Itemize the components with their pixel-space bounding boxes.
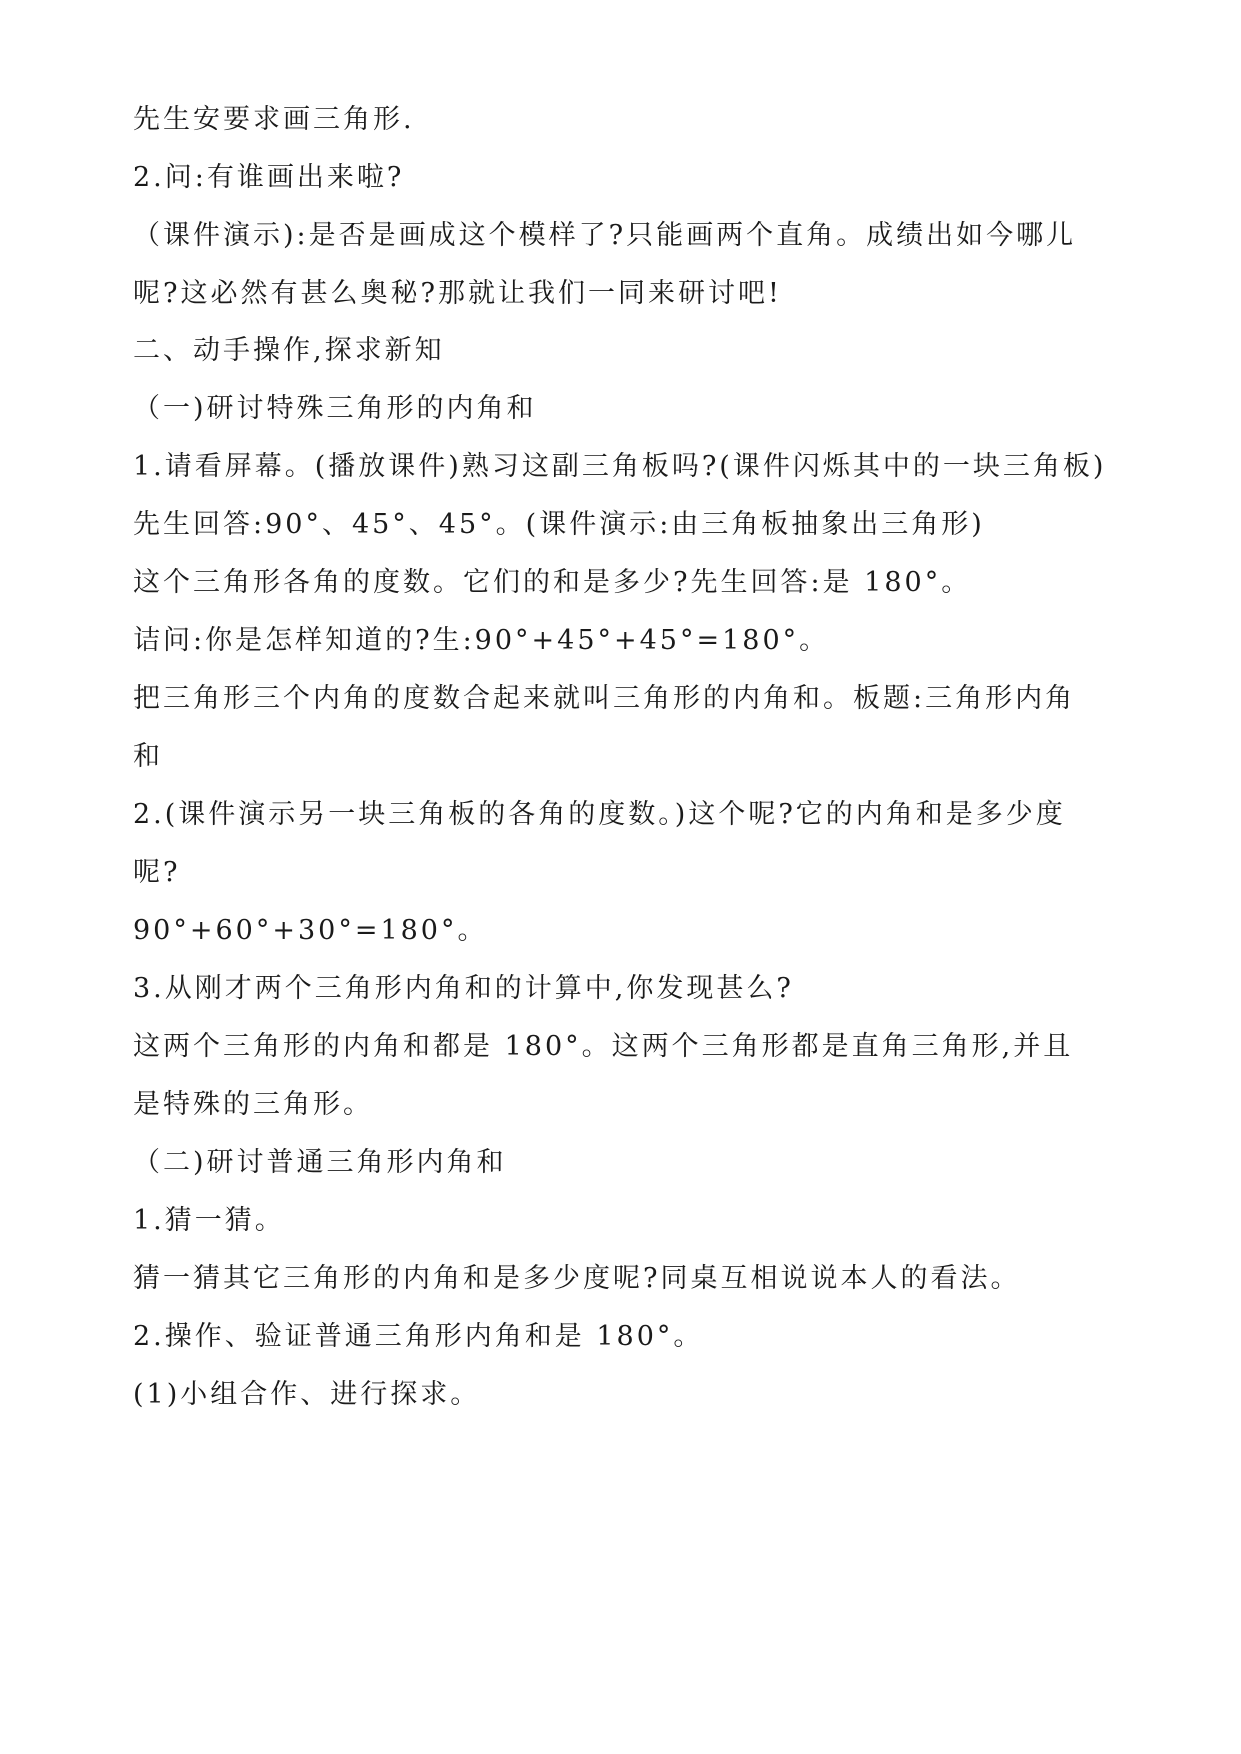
- text-line: 这个三角形各角的度数。它们的和是多少?先生回答:是 180°。: [133, 567, 972, 598]
- text-line: 先生回答:90°、45°、45°。(课件演示:由三角板抽象出三角形): [133, 509, 985, 540]
- text-line: 2.(课件演示另一块三角板的各角的度数。)这个呢?它的内角和是多少度: [133, 799, 1066, 830]
- text-line: 2.操作、验证普通三角形内角和是 180°。: [133, 1321, 704, 1352]
- text-line: 这两个三角形的内角和都是 180°。这两个三角形都是直角三角形,并且: [133, 1031, 1074, 1062]
- text-line: 1.请看屏幕。(播放课件)熟习这副三角板吗?(课件闪烁其中的一块三角板): [133, 451, 1107, 482]
- subsection-heading: （二)研讨普通三角形内角和: [133, 1147, 507, 1178]
- text-line: 90°+60°+30°=180°。: [133, 915, 488, 946]
- text-line: 把三角形三个内角的度数合起来就叫三角形的内角和。板题:三角形内角: [133, 683, 1076, 714]
- subsection-heading: （一)研讨特殊三角形的内角和: [133, 393, 537, 424]
- text-line: 先生安要求画三角形.: [133, 104, 415, 135]
- text-line: 猜一猜其它三角形的内角和是多少度呢?同桌互相说说本人的看法。: [133, 1263, 1021, 1294]
- text-line: （课件演示):是否是画成这个模样了?只能画两个直角。成绩出如今哪儿: [133, 220, 1077, 251]
- text-line: 是特殊的三角形。: [133, 1089, 373, 1120]
- text-line: 和: [133, 741, 163, 772]
- text-line: 诘问:你是怎样知道的?生:90°+45°+45°=180°。: [133, 625, 830, 656]
- text-line: (1)小组合作、进行探求。: [133, 1379, 481, 1410]
- text-line: 1.猜一猜。: [133, 1205, 285, 1236]
- section-heading: 二、动手操作,探求新知: [133, 335, 445, 366]
- text-line: 呢?这必然有甚么奥秘?那就让我们一同来研讨吧!: [133, 278, 782, 309]
- text-line: 呢?: [133, 857, 181, 888]
- text-line: 2.问:有谁画出来啦?: [133, 162, 405, 193]
- text-line: 3.从刚才两个三角形内角和的计算中,你发现甚么?: [133, 973, 794, 1004]
